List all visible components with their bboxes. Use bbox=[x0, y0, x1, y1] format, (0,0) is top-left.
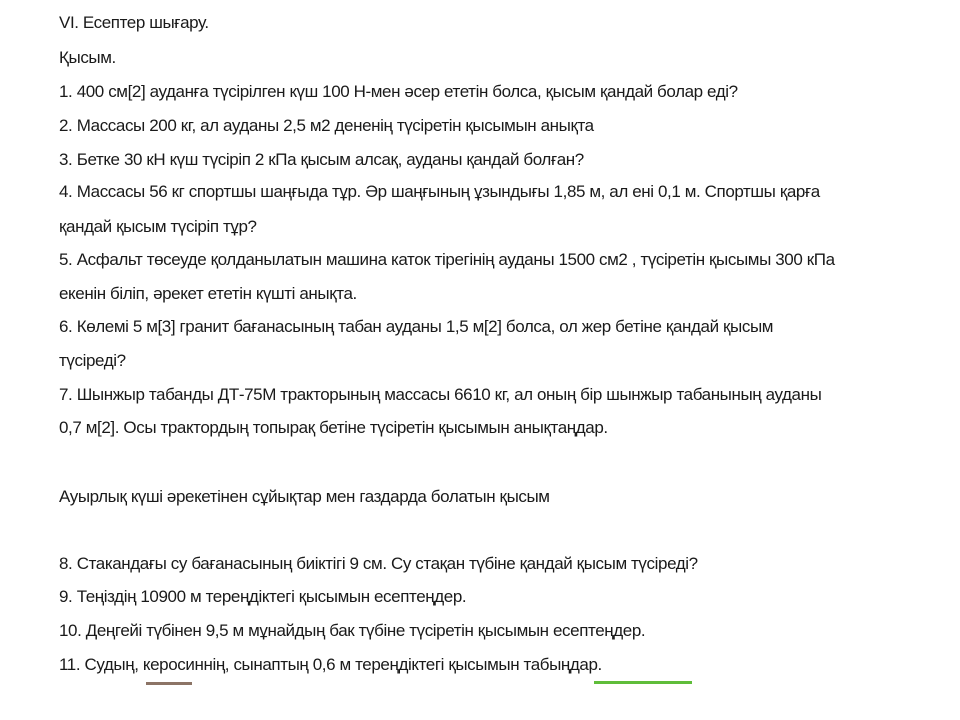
decorative-underline bbox=[146, 682, 192, 685]
problem-line: 0,7 м[2]. Осы трактордың топырақ бетіне түсіретін қысымын анықтаңдар. bbox=[59, 418, 608, 437]
problem-line: 2. Массасы 200 кг, ал ауданы 2,5 м2 дененің түсіретін қысымын анықта bbox=[59, 116, 594, 135]
problem-line: 1. 400 см[2] ауданға түсірілген күш 100 Н-мен әсер ететін болса, қысым қандай болар еді? bbox=[59, 82, 738, 101]
subtitle: Қысым. bbox=[59, 48, 116, 67]
problem-line: қандай қысым түсіріп тұр? bbox=[59, 217, 257, 236]
problem-line: 9. Теңіздің 10900 м тереңдіктегі қысымын есептеңдер. bbox=[59, 587, 467, 606]
problem-line: екенін біліп, әрекет ететін күшті анықта. bbox=[59, 284, 357, 303]
section-title: VI. Есептер шығару. bbox=[59, 13, 209, 32]
section-heading: Ауырлық күші әрекетінен сұйықтар мен газдарда болатын қысым bbox=[59, 487, 550, 506]
problem-line: 4. Массасы 56 кг спортшы шаңғыда тұр. Әр шаңғының ұзындығы 1,85 м, ал ені 0,1 м. Спортшы қарға bbox=[59, 182, 820, 201]
problem-line: 8. Стакандағы су бағанасының биіктігі 9 см. Су стақан түбіне қандай қысым түсіреді? bbox=[59, 554, 698, 573]
problem-line: 6. Көлемі 5 м[3] гранит бағанасының табан ауданы 1,5 м[2] болса, ол жер бетіне қандай қысым bbox=[59, 317, 774, 336]
problem-line: түсіреді? bbox=[59, 351, 126, 370]
problem-line: 5. Асфальт төсеуде қолданылатын машина каток тірегінің ауданы 1500 см2 , түсіретін қысымы 300 кПа bbox=[59, 250, 835, 269]
problem-line: 3. Бетке 30 кН күш түсіріп 2 кПа қысым алсақ, ауданы қандай болған? bbox=[59, 150, 584, 169]
problem-line: 11. Судың, керосиннің, сынаптың 0,6 м тереңдіктегі қысымын табыңдар. bbox=[59, 655, 602, 674]
decorative-underline bbox=[594, 681, 692, 684]
problem-line: 10. Деңгейі түбінен 9,5 м мұнайдың бак түбіне түсіретін қысымын есептеңдер. bbox=[59, 621, 646, 640]
problem-line: 7. Шынжыр табанды ДТ-75М тракторының массасы 6610 кг, ал оның бір шынжыр табанының ауданы bbox=[59, 385, 822, 404]
